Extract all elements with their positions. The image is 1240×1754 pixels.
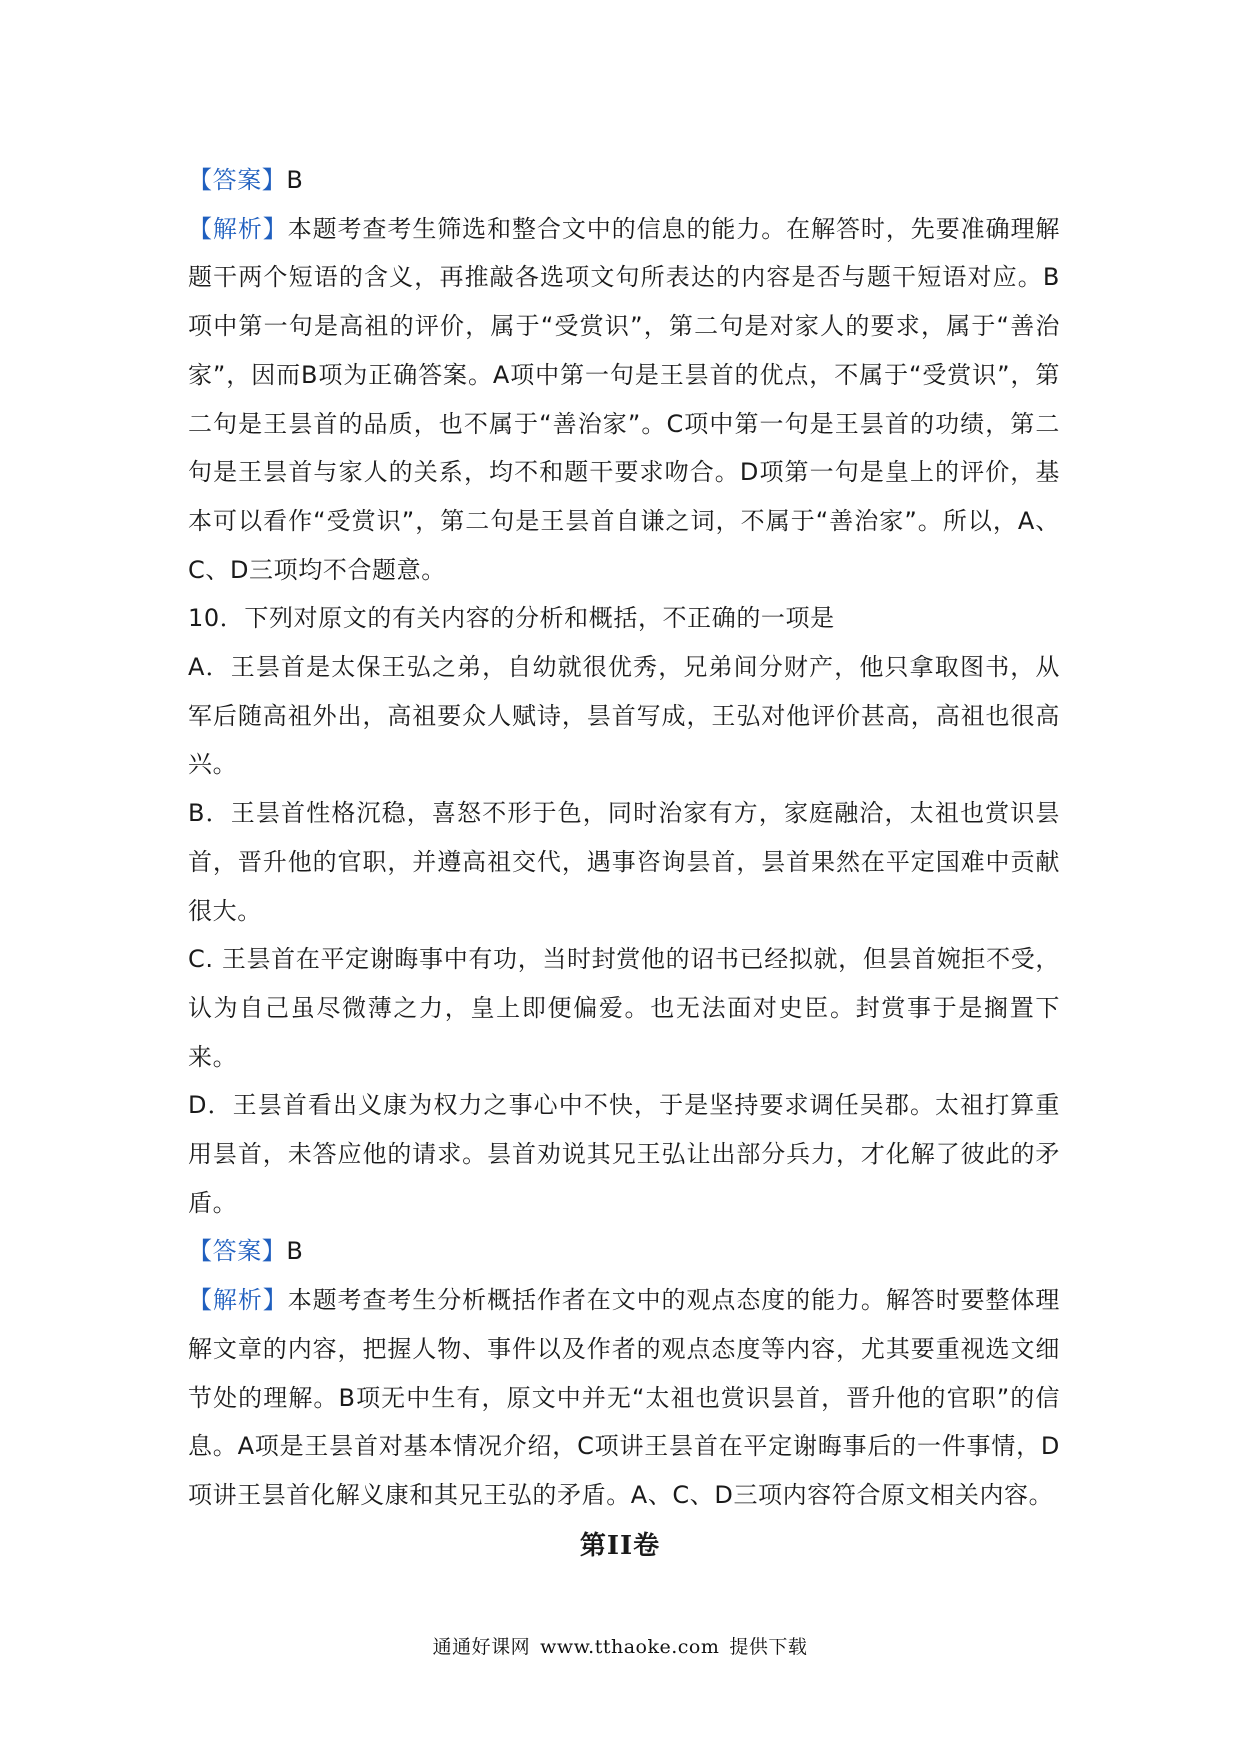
answer-line-1 bbox=[188, 156, 1060, 205]
footer-url[interactable]: www.tthaoke.com bbox=[540, 1636, 720, 1658]
analysis-text: 本题考查考生分析概括作者在文中的观点态度的能力。解答时要整体理解文章的内容，把握人物、事件以及作者的观点态度等内容，尤其要重视选文细节处的理解。B项无中生有，原文中并无“太祖也赏识昙首，晋升他的官职”的信息。A项是王昙首对基本情况介绍，C项讲王昙首在平定谢晦事后的一件事情，D项讲王昙首化解义康和其兄王弘的矛盾。A、C、D三项内容符合原文相关内容。 bbox=[188, 1286, 1060, 1509]
answer-tag: 【答案】 bbox=[188, 1237, 287, 1266]
footer-suffix: 提供下载 bbox=[729, 1636, 808, 1658]
page-footer bbox=[0, 1632, 1240, 1659]
question-10-option-d: D．王昙首看出义康为权力之事心中不快，于是坚持要求调任吴郡。太祖打算重用昙首，未答应他的请求。昙首劝说其兄王弘让出部分兵力，才化解了彼此的矛盾。 bbox=[188, 1091, 1060, 1217]
document-body bbox=[188, 156, 1060, 1520]
analysis-tag: 【解析】 bbox=[188, 1286, 288, 1315]
analysis-text: 本题考查考生筛选和整合文中的信息的能力。在解答时，先要准确理解题干两个短语的含义，再推敲各选项文句所表达的内容是否与题干短语对应。B项中第一句是高祖的评价，属于“受赏识”，第二句是对家人的要求，属于“善治家”，因而B项为正确答案。A项中第一句是王昙首的优点，不属于“受赏识”，第二句是王昙首的品质，也不属于“善治家”。C项中第一句是王昙首的功绩，第二句是王昙首与家人的关系，均不和题干要求吻合。D项第一句是皇上的评价，基本可以看作“受赏识”，第二句是王昙首自谦之词，不属于“善治家”。所以，A、C、D三项均不合题意。 bbox=[188, 214, 1060, 584]
analysis-paragraph-1 bbox=[188, 205, 1060, 595]
analysis-tag: 【解析】 bbox=[188, 214, 288, 243]
question-10-option-a: A．王昙首是太保王弘之弟，自幼就很优秀，兄弟间分财产，他只拿取图书，从军后随高祖外出，高祖要众人赋诗，昙首写成，王弘对他评价甚高，高祖也很高兴。 bbox=[188, 653, 1060, 779]
analysis-paragraph-2 bbox=[188, 1276, 1060, 1520]
answer-line-2 bbox=[188, 1227, 1060, 1276]
question-10-option-b: B．王昙首性格沉稳，喜怒不形于色，同时治家有方，家庭融洽，太祖也赏识昙首，晋升他的官职，并遵高祖交代，遇事咨询昙首，昙首果然在平定国难中贡献很大。 bbox=[188, 799, 1060, 925]
footer-site-name: 通通好课网 bbox=[432, 1636, 531, 1658]
question-10-option-c: C. 王昙首在平定谢晦事中有功，当时封赏他的诏书已经拟就，但昙首婉拒不受，认为自己虽尽微薄之力，皇上即便偏爱。也无法面对史臣。封赏事于是搁置下来。 bbox=[188, 945, 1060, 1071]
part-title: 第II卷 bbox=[579, 1531, 661, 1561]
question-10-stem: 10．下列对原文的有关内容的分析和概括，不正确的一项是 bbox=[188, 604, 835, 633]
answer-tag: 【答案】 bbox=[188, 166, 287, 194]
answer-value: B bbox=[286, 1237, 304, 1266]
answer-value: B bbox=[286, 166, 304, 194]
